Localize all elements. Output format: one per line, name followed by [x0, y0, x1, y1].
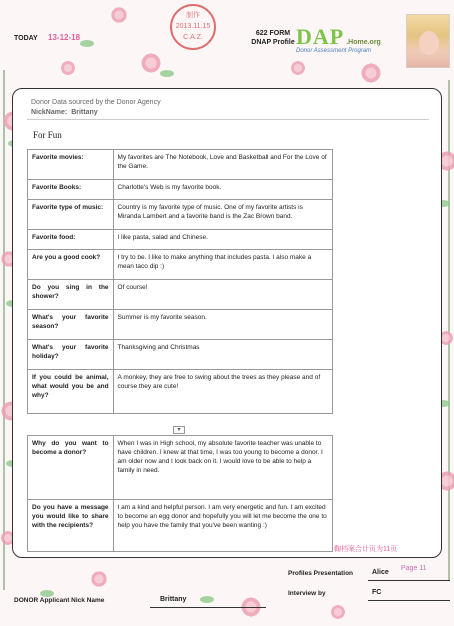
applicant-underline — [150, 607, 266, 608]
nickname-value: Brittany — [71, 109, 98, 116]
donor-questions-table — [27, 435, 333, 552]
presentation-value: Alice — [372, 569, 389, 576]
data-source-note: Donor Data sourced by the Donor Agency — [31, 99, 161, 106]
question-cell: If you could be animal, what would you be and why? — [28, 370, 114, 414]
dap-logo: DAP .Home.org Donor Assessment Program — [296, 24, 381, 54]
donor-profile-panel — [12, 88, 442, 558]
answer-cell: Summer is my favorite season. — [113, 310, 332, 340]
divider — [27, 119, 429, 120]
table-row — [28, 230, 333, 250]
applicant-label: DONOR Applicant Nick Name — [14, 597, 105, 604]
question-cell: Favorite movies: — [28, 150, 114, 180]
presentation-underline — [368, 580, 450, 581]
applicant-value: Brittany — [160, 596, 187, 603]
table-row — [28, 250, 333, 280]
answer-cell: I like pasta, salad and Chinese. — [113, 230, 332, 250]
donor-photo — [406, 14, 450, 68]
answer-cell: Of course! — [113, 280, 332, 310]
interview-value: FC — [372, 589, 382, 596]
table-row — [28, 436, 333, 500]
question-cell: What's your favorite season? — [28, 310, 114, 340]
section-title: For Fun — [33, 130, 62, 140]
interview-underline — [368, 600, 450, 601]
seal-stamp: 制作 2013.11.15 C.A.Z. — [170, 4, 216, 50]
table-row — [28, 280, 333, 310]
table-row — [28, 310, 333, 340]
page-header — [0, 0, 454, 86]
nickname-line — [31, 109, 98, 116]
table-row — [28, 150, 333, 180]
table-row — [28, 200, 333, 230]
table-row — [28, 340, 333, 370]
today-label: TODAY — [14, 35, 38, 42]
table-row — [28, 370, 333, 414]
form-title: 622 FORM DNAP Profile — [251, 30, 295, 46]
question-cell: Favorite type of music: — [28, 200, 114, 230]
answer-cell: When I was in High school, my absolute favorite teacher was unable to have children. I knew at that time, I was too young to become a donor. I am older now and I look back on it. I would love to be able to help a family in need. — [113, 436, 332, 500]
question-cell: Why do you want to become a donor? — [28, 436, 114, 500]
answer-cell: I am a kind and helpful person. I am very energetic and fun. I am excited to become an egg donor and hopefully you will let me become the one to help you have the family that you've been wanting :) — [113, 500, 332, 552]
watermark-text: 鞠档案合计页为11页 — [334, 546, 398, 553]
answer-cell: I try to be. I like to make anything that includes pasta. I also make a mean taco dip :) — [113, 250, 332, 280]
question-cell: Favorite Books: — [28, 180, 114, 200]
answer-cell: Thanksgiving and Christmas — [113, 340, 332, 370]
presentation-label: Profiles Presentation — [288, 570, 354, 577]
question-cell: Do you sing in the shower? — [28, 280, 114, 310]
answer-cell: Country is my favorite type of music. One of my favorite artists is Miranda Lambert and a favorite band is the Zac Brown band. — [113, 200, 332, 230]
answer-cell: My favorites are The Notebook, Love and Basketball and For the Love of the Game. — [113, 150, 332, 180]
page-break-handle[interactable]: ▾ — [173, 426, 185, 434]
question-cell: What's your favorite holiday? — [28, 340, 114, 370]
question-cell: Do you have a message you would like to share with the recipients? — [28, 500, 114, 552]
answer-cell: Charlotte's Web is my favorite book. — [113, 180, 332, 200]
for-fun-table — [27, 149, 333, 414]
page-number: Page 11 — [401, 565, 427, 572]
question-cell: Favorite food: — [28, 230, 114, 250]
today-date: 13-12-18 — [48, 33, 81, 42]
table-row — [28, 500, 333, 552]
table-row — [28, 180, 333, 200]
nickname-label: NickName: — [31, 109, 68, 116]
answer-cell: A monkey, they are free to swing about the trees as they please and of course they are cute! — [113, 370, 332, 414]
question-cell: Are you a good cook? — [28, 250, 114, 280]
interview-label: Interview by — [288, 590, 326, 597]
